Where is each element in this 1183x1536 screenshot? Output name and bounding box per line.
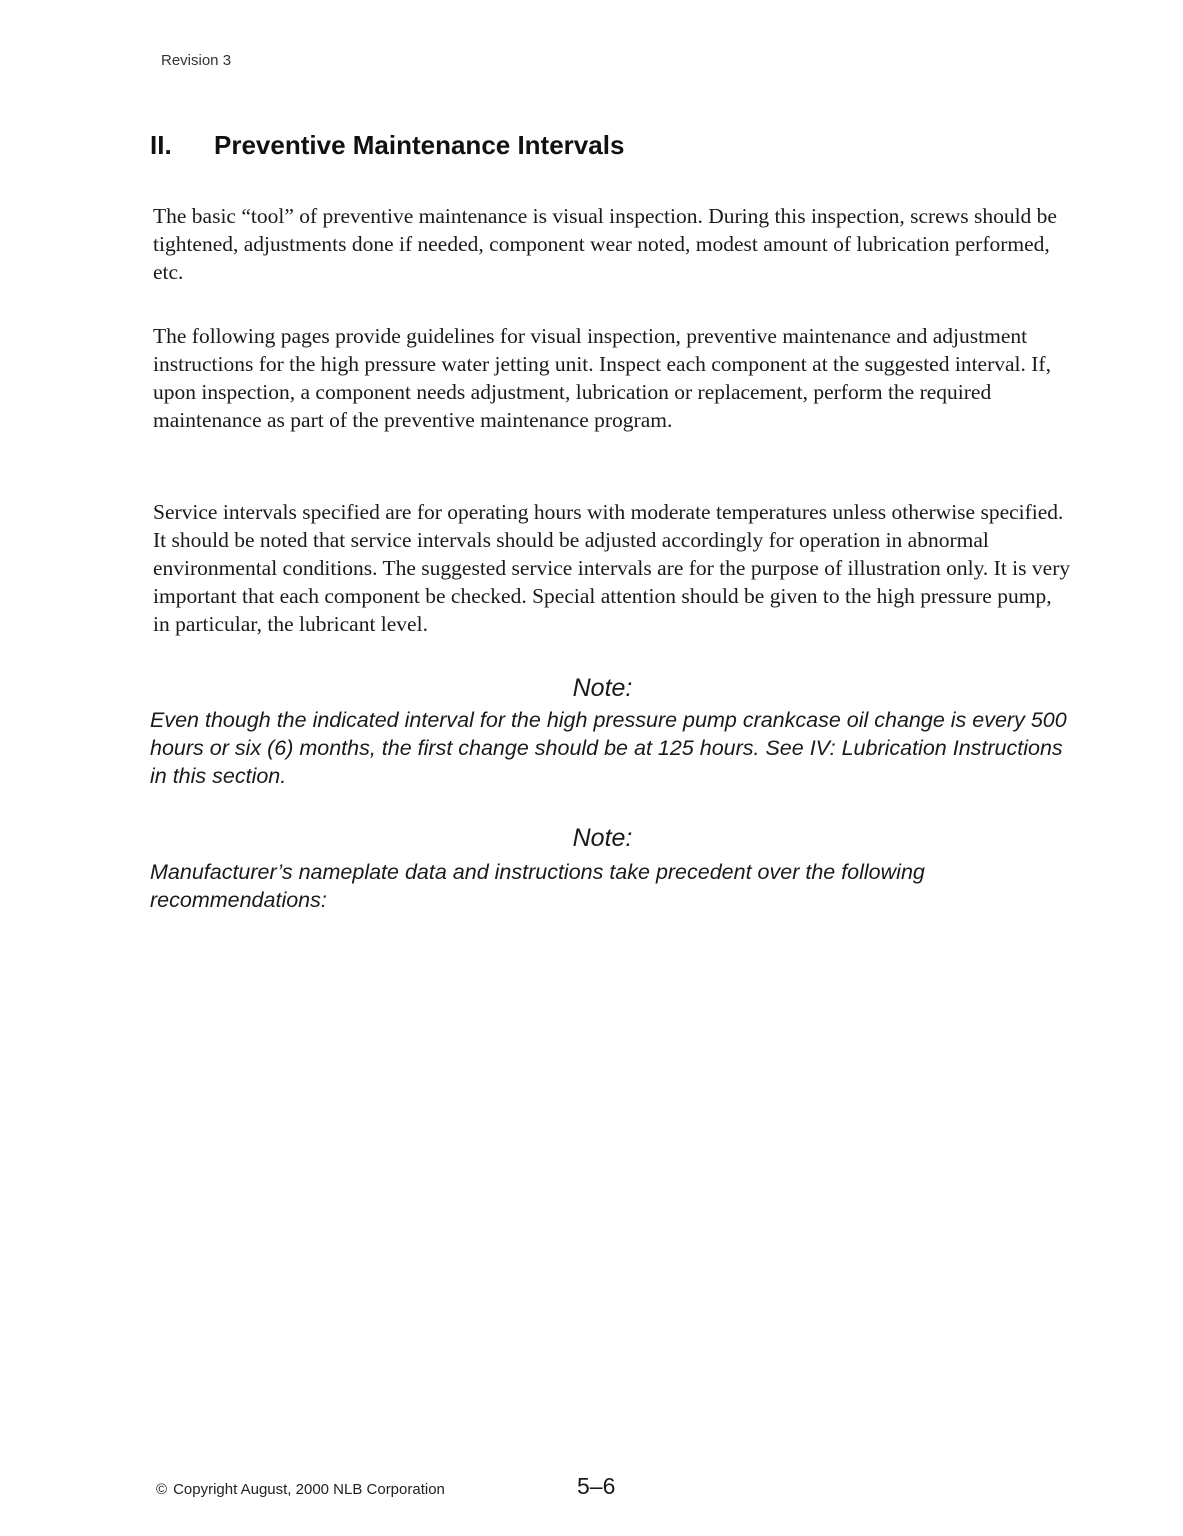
copyright-icon: ©: [156, 1481, 168, 1498]
note-text-nameplate: Manufacturer’s nameplate data and instructions take precedent over the following recommendations:: [150, 860, 925, 912]
revision-label: Revision 3: [161, 52, 232, 69]
section-heading: [150, 130, 624, 161]
copyright-text: Copyright August, 2000 NLB Corporation: [173, 1481, 445, 1498]
page-number: 5–6: [577, 1473, 616, 1499]
paragraph-guidelines: The following pages provide guidelines for visual inspection, preventive maintenance and adjustment instructions for the high pressure water jetting unit. Inspect each component at the suggested interval. If, upon inspection, a component needs adjustment, lubrication or replacement, perform the required maintenance as part of the preventive maintenance program.: [153, 324, 1051, 432]
footer-copyright: [156, 1481, 445, 1498]
note-title: Note:: [572, 824, 633, 852]
paragraph-visual-inspection: The basic “tool” of preventive maintenance is visual inspection. During this inspection, screws should be tightened, adjustments done if needed, component wear noted, modest amount of lubrication performed, etc.: [153, 204, 1057, 284]
section-title: Preventive Maintenance Intervals: [214, 130, 625, 160]
note-title: Note:: [572, 674, 633, 702]
paragraph-service-intervals: Service intervals specified are for operating hours with moderate temperatures unless otherwise specified. It should be noted that service intervals should be adjusted accordingly for operation in abnormal environmental conditions. The suggested service intervals are for the purpose of illustration only. It is very important that each component be checked. Special attention should be given to the high pressure pump, in particular, the lubricant level.: [153, 500, 1071, 636]
section-number: II.: [150, 130, 172, 160]
note-text-oil-change: Even though the indicated interval for the high pressure pump crankcase oil change is every 500 hours or six (6) months, the first change should be at 125 hours. See IV: Lubrication Instructions in this section.: [150, 708, 1067, 788]
